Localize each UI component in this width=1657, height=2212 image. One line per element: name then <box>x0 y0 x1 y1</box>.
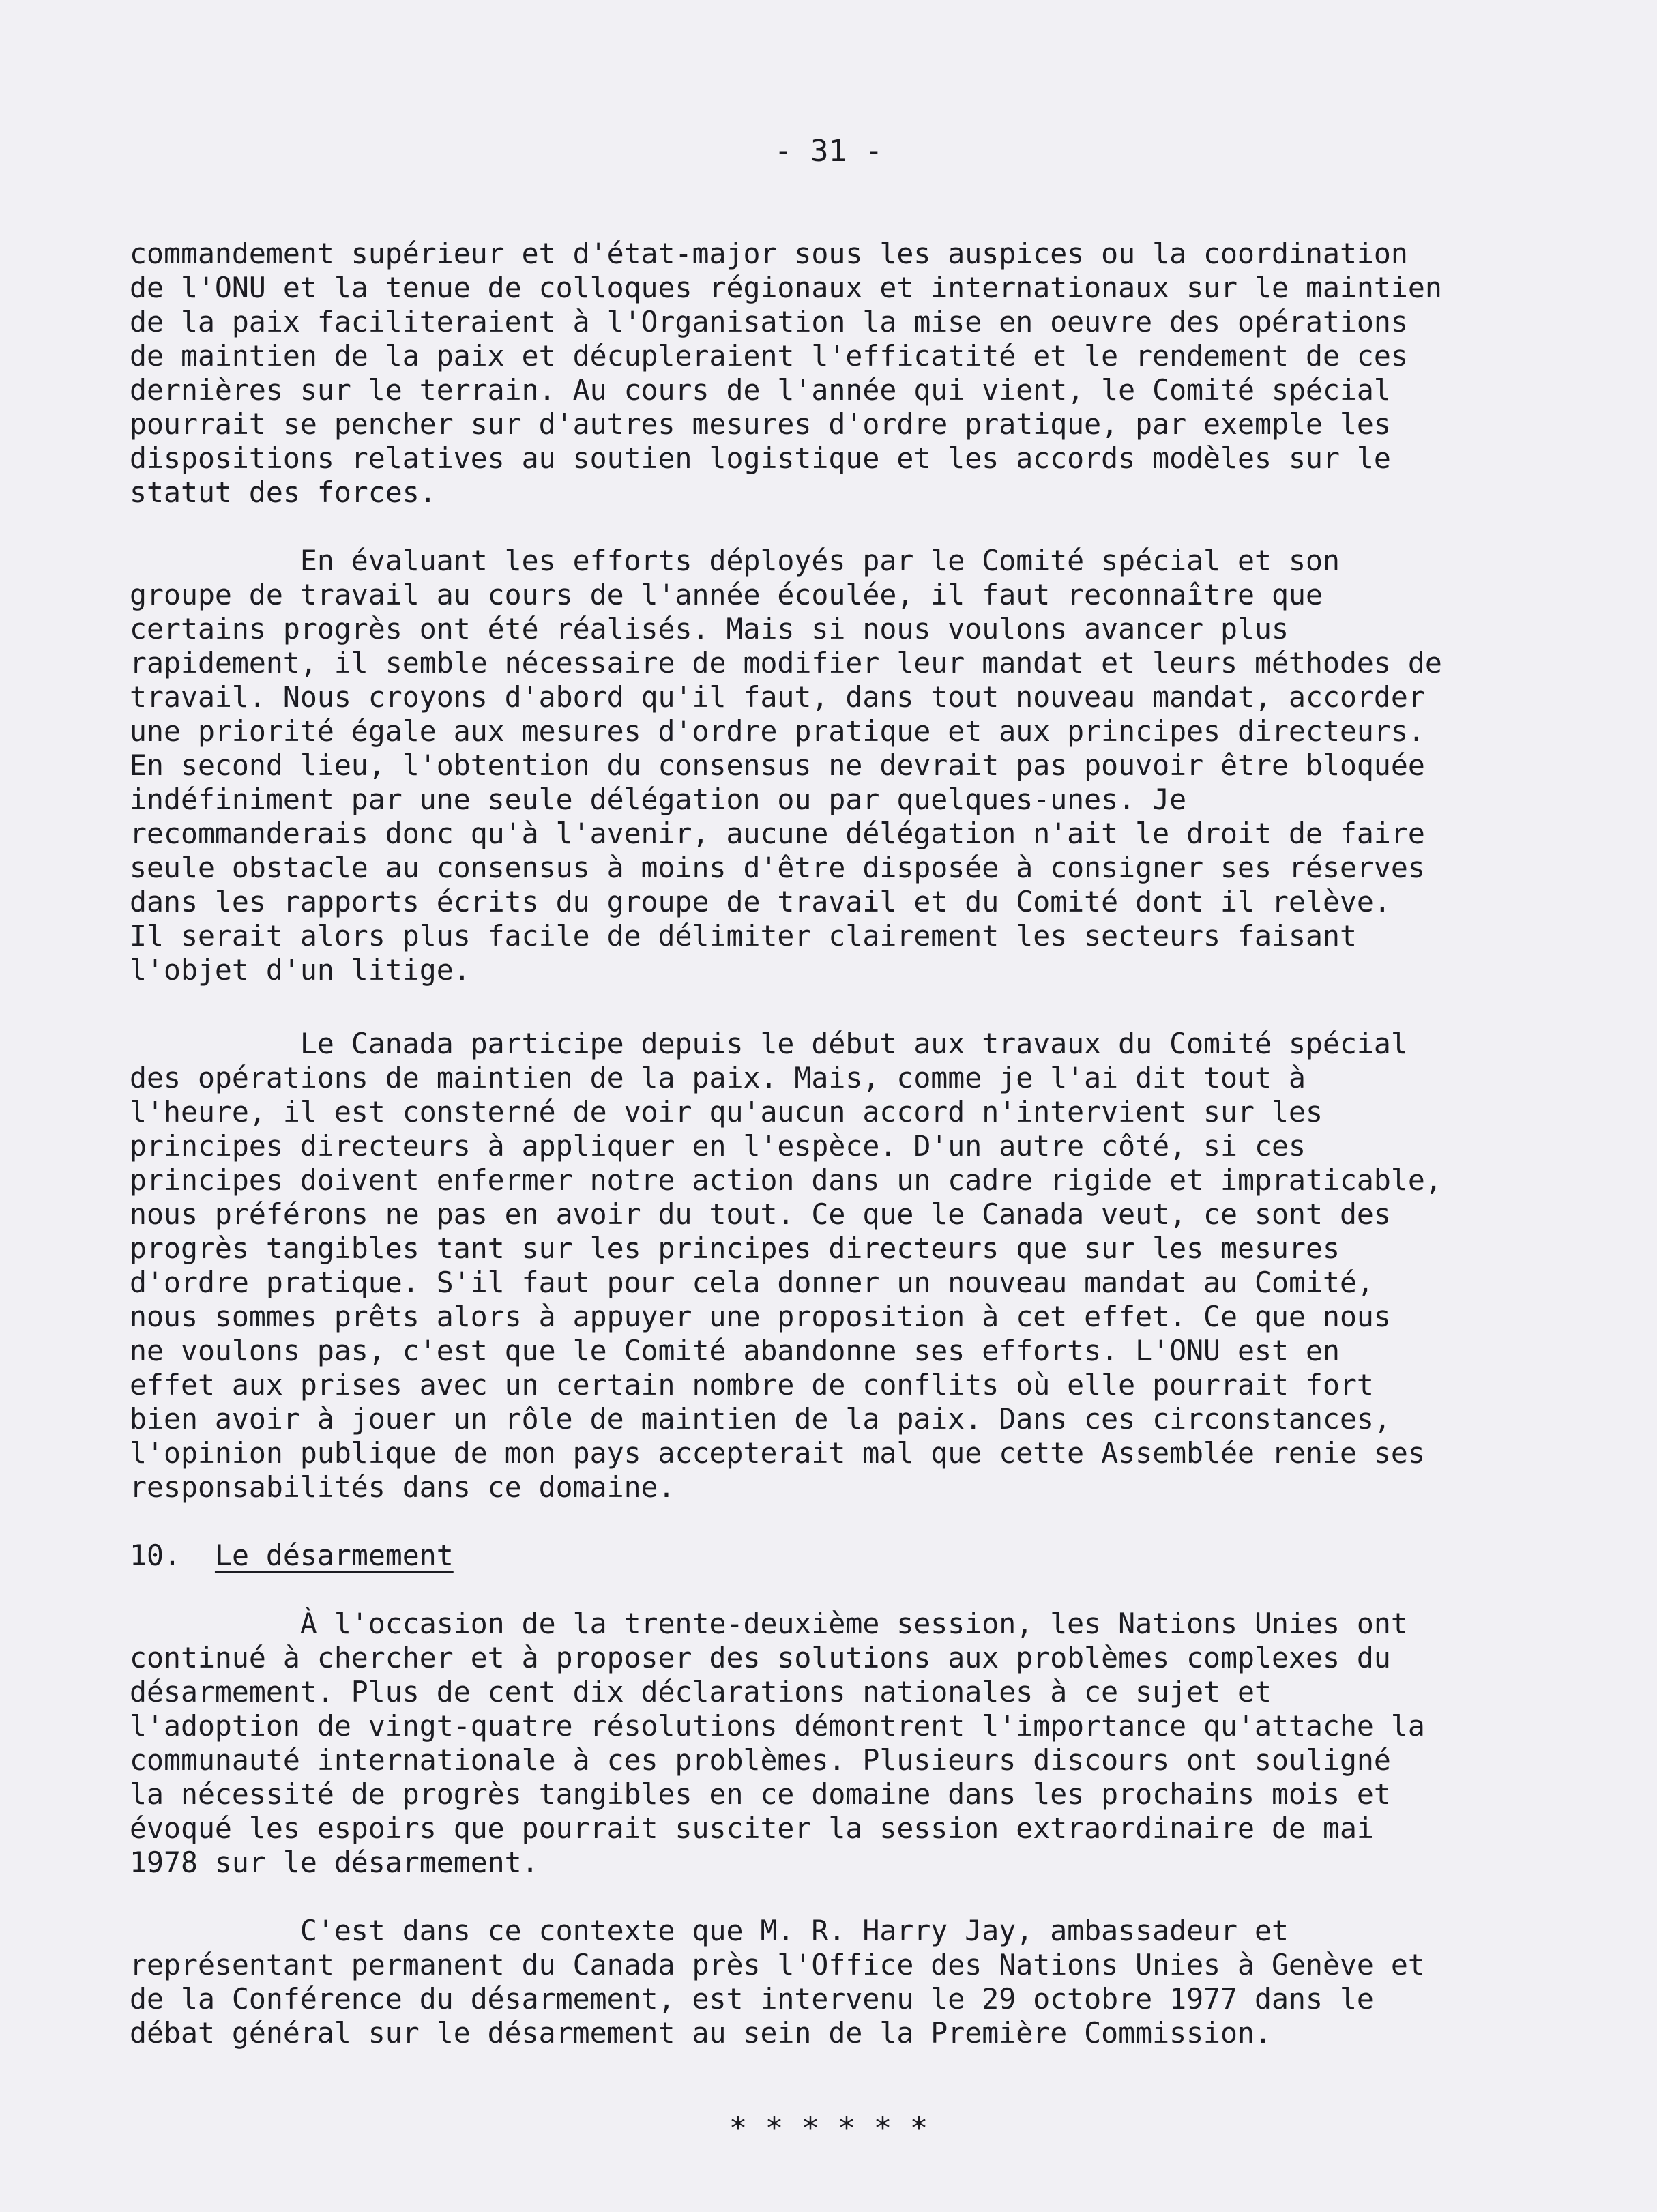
text-line: bien avoir à jouer un rôle de maintien de la paix. Dans ces circonstances, <box>130 1402 1391 1436</box>
text-line: l'opinion publique de mon pays accepterait mal que cette Assemblée renie ses <box>130 1436 1425 1470</box>
section-end-ornament: * * * * * * <box>729 2111 928 2146</box>
text-line: la nécessité de progrès tangibles en ce domaine dans les prochains mois et <box>130 1777 1391 1811</box>
text-line: dernières sur le terrain. Au cours de l'année qui vient, le Comité spécial <box>130 373 1391 407</box>
text-line: recommanderais donc qu'à l'avenir, aucune délégation n'ait le droit de faire <box>130 817 1425 850</box>
text-line: représentant permanent du Canada près l'Office des Nations Unies à Genève et <box>130 1948 1425 1981</box>
text-line: seule obstacle au consensus à moins d'être disposée à consigner ses réserves <box>130 851 1425 884</box>
text-line: En second lieu, l'obtention du consensus ne devrait pas pouvoir être bloquée <box>130 748 1425 782</box>
text-line: pourrait se pencher sur d'autres mesures d'ordre pratique, par exemple les <box>130 407 1391 441</box>
page-number: - 31 - <box>774 134 883 169</box>
text-line: statut des forces. <box>130 476 437 509</box>
section-number: 10. <box>130 1539 181 1572</box>
text-line: En évaluant les efforts déployés par le Comité spécial et son <box>130 544 1340 577</box>
text-line: dispositions relatives au soutien logistique et les accords modèles sur le <box>130 441 1391 475</box>
text-line: certains progrès ont été réalisés. Mais si nous voulons avancer plus <box>130 612 1289 645</box>
text-line: une priorité égale aux mesures d'ordre pratique et aux principes directeurs. <box>130 714 1425 748</box>
text-line: progrès tangibles tant sur les principes directeurs que sur les mesures <box>130 1232 1340 1265</box>
text-line: évoqué les espoirs que pourrait susciter la session extraordinaire de mai <box>130 1811 1374 1845</box>
text-line: effet aux prises avec un certain nombre de conflits où elle pourrait fort <box>130 1368 1374 1401</box>
text-line: Il serait alors plus facile de délimiter clairement les secteurs faisant <box>130 919 1357 952</box>
text-line: communauté internationale à ces problèmes. Plusieurs discours ont souligné <box>130 1743 1391 1777</box>
text-line: indéfiniment par une seule délégation ou par quelques-unes. Je <box>130 783 1187 816</box>
text-line: 1978 sur le désarmement. <box>130 1846 539 1879</box>
section-title: Le désarmement <box>214 1539 454 1572</box>
text-line: ne voulons pas, c'est que le Comité abandonne ses efforts. L'ONU est en <box>130 1334 1340 1367</box>
text-line: l'objet d'un litige. <box>130 953 471 987</box>
text-line: responsabilités dans ce domaine. <box>130 1470 675 1504</box>
text-line: l'adoption de vingt-quatre résolutions démontrent l'importance qu'attache la <box>130 1709 1425 1743</box>
text-line: principes directeurs à appliquer en l'espèce. D'un autre côté, si ces <box>130 1129 1306 1163</box>
section-heading <box>130 1539 1453 1573</box>
text-line: nous préférons ne pas en avoir du tout. Ce que le Canada veut, ce sont des <box>130 1197 1391 1231</box>
text-line: nous sommes prêts alors à appuyer une proposition à cet effet. Ce que nous <box>130 1300 1391 1333</box>
text-line: principes doivent enfermer notre action dans un cadre rigide et impraticable, <box>130 1163 1442 1197</box>
text-line: Le Canada participe depuis le début aux travaux du Comité spécial <box>130 1027 1408 1060</box>
text-line: débat général sur le désarmement au sein de la Première Commission. <box>130 2016 1272 2050</box>
text-line: de l'ONU et la tenue de colloques régionaux et internationaux sur le maintien <box>130 271 1442 304</box>
text-line: des opérations de maintien de la paix. Mais, comme je l'ai dit tout à <box>130 1061 1306 1094</box>
text-line: dans les rapports écrits du groupe de travail et du Comité dont il relève. <box>130 885 1391 918</box>
text-line: de la paix faciliteraient à l'Organisation la mise en oeuvre des opérations <box>130 305 1408 338</box>
text-line: rapidement, il semble nécessaire de modifier leur mandat et leurs méthodes de <box>130 646 1442 680</box>
text-line: désarmement. Plus de cent dix déclarations nationales à ce sujet et <box>130 1675 1272 1708</box>
text-line: d'ordre pratique. S'il faut pour cela donner un nouveau mandat au Comité, <box>130 1266 1374 1299</box>
text-line: travail. Nous croyons d'abord qu'il faut, dans tout nouveau mandat, accorder <box>130 680 1425 714</box>
text-line: C'est dans ce contexte que M. R. Harry Jay, ambassadeur et <box>130 1914 1289 1947</box>
text-line: l'heure, il est consterné de voir qu'aucun accord n'intervient sur les <box>130 1095 1323 1129</box>
text-line: de la Conférence du désarmement, est intervenu le 29 octobre 1977 dans le <box>130 1982 1374 2015</box>
text-line: À l'occasion de la trente-deuxième session, les Nations Unies ont <box>130 1607 1408 1640</box>
text-line: de maintien de la paix et décupleraient l'efficatité et le rendement de ces <box>130 339 1408 373</box>
text-line: groupe de travail au cours de l'année écoulée, il faut reconnaître que <box>130 578 1323 611</box>
text-line: commandement supérieur et d'état-major sous les auspices ou la coordination <box>130 237 1408 270</box>
text-line: continué à chercher et à proposer des solutions aux problèmes complexes du <box>130 1641 1391 1674</box>
